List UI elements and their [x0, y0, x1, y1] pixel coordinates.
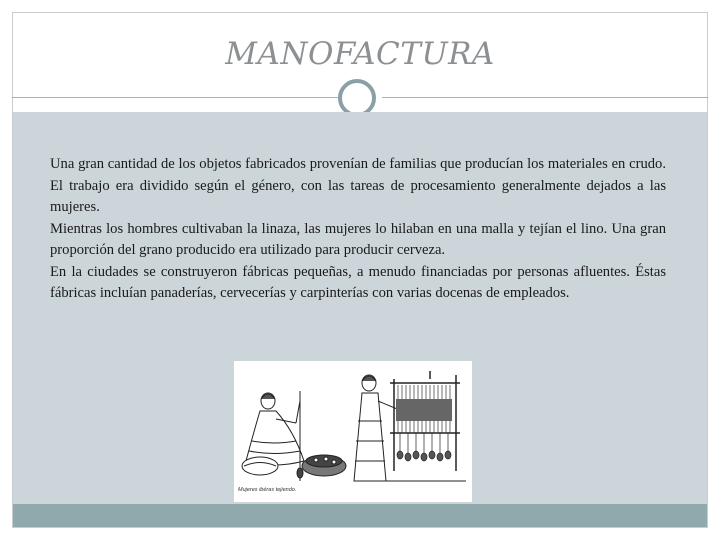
divider-right [382, 97, 708, 98]
weaving-illustration [234, 361, 472, 502]
weaving-drawing [234, 361, 472, 502]
paragraph-3: En la ciudades se construyeron fábricas pequeñas, a menudo financiadas por personas afluentes. Éstas fábricas incluían panaderías, cervecerías y carpinterías con varias docenas de empleados. [50, 263, 666, 301]
image-caption: Mujeres ibéras tejiendo. [238, 487, 297, 493]
divider-left [12, 97, 338, 98]
slide-title: MANOFACTURA [225, 36, 495, 72]
paragraph-2: Mientras los hombres cultivaban la linaza, las mujeres lo hilaban en una malla y tejían el lino. Una gran proporción del grano producido era utilizado para producir cerveza. [50, 220, 666, 258]
footer-bar [13, 504, 707, 527]
paragraph-1: Una gran cantidad de los objetos fabricados provenían de familias que producían los materiales en crudo. El trabajo era dividido según el género, con las tareas de procesamiento generalmente dejados a las mujeres. [50, 156, 666, 215]
body-text [50, 154, 666, 305]
